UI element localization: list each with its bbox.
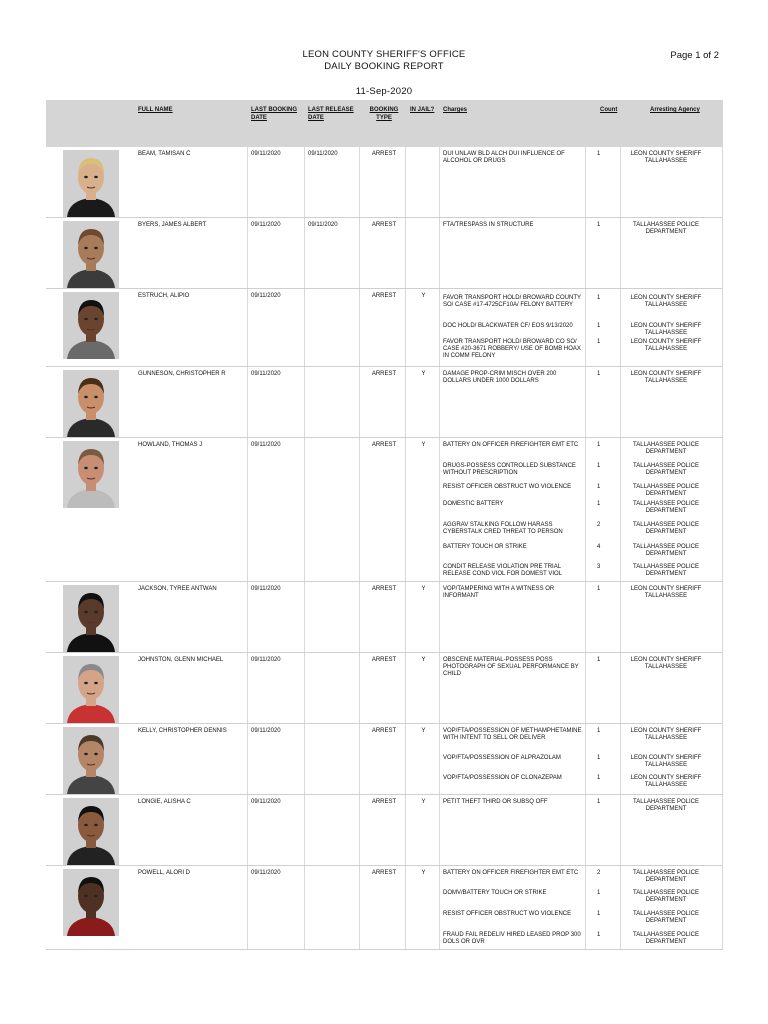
column-divider (359, 866, 360, 949)
inmate-name: BYERS, JAMES ALBERT (138, 222, 207, 228)
column-divider (405, 438, 406, 581)
column-divider (359, 367, 360, 437)
column-divider (722, 438, 723, 581)
last-booking-date: 09/11/2020 (251, 728, 281, 734)
arresting-agency: TALLAHASSEE POLICE DEPARTMENT (633, 484, 699, 498)
column-divider (722, 653, 723, 723)
table-row (46, 438, 723, 582)
in-jail-flag: Y (421, 728, 426, 734)
inmate-name: BEAM, TAMISAN C (138, 151, 191, 157)
charge-text: DOC HOLD/ BLACKWATER CF/ EOS 9/13/2020 (443, 323, 573, 329)
office-name: LEON COUNTY SHERIFF'S OFFICE (302, 49, 466, 60)
booking-type: ARREST (371, 371, 397, 377)
column-divider (585, 147, 586, 217)
booking-type: ARREST (371, 442, 397, 448)
column-divider (247, 653, 248, 723)
charge-count: 1 (597, 586, 601, 592)
photo-cell (46, 218, 135, 288)
arresting-agency: TALLAHASSEE POLICE DEPARTMENT (633, 501, 699, 515)
column-divider (304, 438, 305, 581)
arresting-agency: TALLAHASSEE POLICE DEPARTMENT (633, 522, 699, 536)
arresting-agency: TALLAHASSEE POLICE DEPARTMENT (633, 890, 699, 904)
arresting-agency: LEON COUNTY SHERIFF TALLAHASSEE (630, 371, 702, 385)
in-jail-flag: Y (421, 799, 426, 805)
charge-count: 1 (597, 442, 601, 448)
column-divider (439, 866, 440, 949)
charge-text: VOP/FTA/POSSESSION OF ALPRAZOLAM (443, 755, 561, 761)
column-divider (304, 367, 305, 437)
table-row (46, 866, 723, 950)
charge-count: 1 (597, 932, 601, 938)
charge-text: VOP/FTA/POSSESSION OF METHAMPHETAMINE WITH INTENT TO SELL OR DELIVER (443, 728, 582, 742)
column-divider (247, 289, 248, 366)
arresting-agency: LEON COUNTY SHERIFF TALLAHASSEE (630, 657, 702, 671)
charge-count: 1 (597, 295, 601, 301)
in-jail-flag: Y (421, 870, 426, 876)
charge-count: 1 (597, 339, 601, 345)
charge-text: BATTERY ON OFFICER FIREFIGHTER EMT ETC (443, 442, 579, 448)
arresting-agency: LEON COUNTY SHERIFF TALLAHASSEE (630, 339, 702, 353)
column-divider (247, 438, 248, 581)
charge-count: 4 (597, 544, 601, 550)
last-booking-date: 09/11/2020 (251, 586, 281, 592)
column-divider (585, 367, 586, 437)
last-booking-date: 09/11/2020 (251, 293, 281, 299)
inmate-name: GUNNESON, CHRISTOPHER R (138, 371, 226, 377)
column-divider (359, 653, 360, 723)
last-booking-date: 09/11/2020 (251, 222, 281, 228)
booking-type: ARREST (371, 799, 397, 805)
charge-count: 3 (597, 564, 601, 570)
column-divider (359, 795, 360, 865)
last-booking-date: 09/11/2020 (251, 657, 281, 663)
photo-cell (46, 866, 135, 949)
charge-text: AGGRAV STALKING FOLLOW HARASS CYBERSTALK CRED THREAT TO PERSON (443, 522, 563, 536)
col-full-name: FULL NAME (138, 107, 173, 113)
table-row (46, 147, 723, 218)
charge-count: 2 (597, 870, 601, 876)
mugshot-photo (63, 221, 119, 288)
inmate-name: HOWLAND, THOMAS J (138, 442, 203, 448)
last-booking-date: 09/11/2020 (251, 870, 281, 876)
arresting-agency: TALLAHASSEE POLICE DEPARTMENT (633, 222, 699, 236)
charge-text: FRAUD FAIL REDELIV HIRED LEASED PROP 300 DOLS OR OVR (443, 932, 581, 946)
column-divider (722, 866, 723, 949)
photo-cell (46, 367, 135, 437)
arresting-agency: LEON COUNTY SHERIFF TALLAHASSEE (630, 755, 702, 769)
arresting-agency: TALLAHASSEE POLICE DEPARTMENT (633, 799, 699, 813)
last-release-date: 09/11/2020 (308, 151, 338, 157)
photo-cell (46, 582, 135, 652)
column-divider (247, 218, 248, 288)
page-number: Page 1 of 2 (670, 50, 719, 61)
column-divider (439, 147, 440, 217)
charge-text: RESIST OFFICER OBSTRUCT WO VIOLENCE (443, 911, 572, 917)
arresting-agency: TALLAHASSEE POLICE DEPARTMENT (633, 463, 699, 477)
booking-table (46, 147, 723, 950)
mugshot-photo (63, 656, 119, 723)
inmate-name: LONGIE, ALISHA C (138, 799, 191, 805)
table-row (46, 724, 723, 795)
booking-type: ARREST (371, 222, 397, 228)
mugshot-photo (63, 869, 119, 936)
charge-count: 1 (597, 755, 601, 761)
last-booking-date: 09/11/2020 (251, 799, 281, 805)
table-row (46, 367, 723, 438)
arresting-agency: TALLAHASSEE POLICE DEPARTMENT (633, 911, 699, 925)
charge-text: DOMV/BATTERY TOUCH OR STRIKE (443, 890, 547, 896)
booking-type: ARREST (371, 870, 397, 876)
charge-text: BATTERY TOUCH OR STRIKE (443, 544, 527, 550)
column-divider (585, 438, 586, 581)
inmate-name: ESTRUCH, ALIPIO (138, 293, 190, 299)
charge-text: VOP/FTA/POSSESSION OF CLONAZEPAM (443, 775, 562, 781)
column-divider (247, 367, 248, 437)
charge-text: DRUGS-POSSESS CONTROLLED SUBSTANCE WITHOUT PRESCRIPTION (443, 463, 576, 477)
column-divider (304, 289, 305, 366)
booking-type: ARREST (371, 586, 397, 592)
column-divider (247, 147, 248, 217)
column-divider (304, 147, 305, 217)
inmate-name: POWELL, ALORI D (138, 870, 191, 876)
inmate-name: JACKSON, TYREE ANTWAN (138, 586, 217, 592)
last-booking-date: 09/11/2020 (251, 151, 281, 157)
charge-text: DOMESTIC BATTERY (443, 501, 504, 507)
column-divider (722, 289, 723, 366)
booking-type: ARREST (371, 728, 397, 734)
charge-text: FAVOR TRANSPORT HOLD/ BROWARD CO SO/ CASE #20-3671 ROBBERY/ USE OF BOMB HOAX IN COMM FELONY (443, 339, 581, 360)
in-jail-flag: Y (421, 371, 426, 377)
last-booking-date: 09/11/2020 (251, 442, 281, 448)
inmate-name: KELLY, CHRISTOPHER DENNIS (138, 728, 227, 734)
column-divider (585, 866, 586, 949)
table-row (46, 653, 723, 724)
column-divider (359, 218, 360, 288)
column-divider (722, 795, 723, 865)
table-row (46, 218, 723, 289)
photo-cell (46, 289, 135, 366)
col-count: Count (600, 107, 618, 113)
arresting-agency: LEON COUNTY SHERIFF TALLAHASSEE (630, 586, 702, 600)
charge-text: FTA/TRESPASS IN STRUCTURE (443, 222, 534, 228)
table-row (46, 582, 723, 653)
column-divider (585, 289, 586, 366)
arresting-agency: LEON COUNTY SHERIFF TALLAHASSEE (630, 151, 702, 165)
charge-count: 2 (597, 522, 601, 528)
column-divider (304, 218, 305, 288)
in-jail-flag: Y (421, 293, 426, 299)
column-divider (585, 582, 586, 652)
charge-text: DUI UNLAW BLD ALCH DUI INFLUENCE OF ALCOHOL OR DRUGS (443, 151, 565, 165)
column-divider (439, 218, 440, 288)
column-divider (304, 582, 305, 652)
report-title: DAILY BOOKING REPORT (324, 61, 444, 72)
photo-cell (46, 653, 135, 723)
last-booking-date: 09/11/2020 (251, 371, 281, 377)
booking-type: ARREST (371, 151, 397, 157)
column-divider (405, 866, 406, 949)
mugshot-photo (63, 441, 119, 508)
charge-count: 1 (597, 501, 601, 507)
mugshot-photo (63, 798, 119, 865)
column-divider (247, 866, 248, 949)
charge-count: 1 (597, 911, 601, 917)
arresting-agency: TALLAHASSEE POLICE DEPARTMENT (633, 932, 699, 946)
column-divider (359, 438, 360, 581)
arresting-agency: LEON COUNTY SHERIFF TALLAHASSEE (630, 295, 702, 309)
col-last-booking: LAST BOOKING DATE (251, 107, 297, 121)
charge-count: 1 (597, 728, 601, 734)
charge-count: 1 (597, 890, 601, 896)
column-divider (247, 724, 248, 794)
charge-text: BATTERY ON OFFICER FIREFIGHTER EMT ETC (443, 870, 579, 876)
column-divider (585, 653, 586, 723)
charge-text: VOP/TAMPERING WITH A WITNESS OR INFORMANT (443, 586, 555, 600)
charge-text: RESIST OFFICER OBSTRUCT WO VIOLENCE (443, 484, 572, 490)
mugshot-photo (63, 727, 119, 794)
charge-text: FAVOR TRANSPORT HOLD/ BROWARD COUNTY SO/ CASE #17-4725CF10A/ FELONY BATTERY (443, 295, 581, 309)
column-divider (359, 289, 360, 366)
mugshot-photo (63, 150, 119, 217)
in-jail-flag: Y (421, 657, 426, 663)
column-divider (359, 147, 360, 217)
column-divider (304, 724, 305, 794)
col-agency: Arresting Agency (650, 107, 700, 113)
arresting-agency: LEON COUNTY SHERIFF TALLAHASSEE (630, 728, 702, 742)
charge-count: 1 (597, 463, 601, 469)
column-divider (722, 147, 723, 217)
booking-type: ARREST (371, 293, 397, 299)
charge-text: DAMAGE PROP-CRIM MISCH OVER 200 DOLLARS UNDER 1000 DOLLARS (443, 371, 557, 385)
charge-count: 1 (597, 775, 601, 781)
column-divider (722, 724, 723, 794)
column-divider (722, 582, 723, 652)
report-date: 11-Sep-2020 (355, 86, 413, 97)
table-row (46, 795, 723, 866)
mugshot-photo (63, 292, 119, 359)
col-in-jail: IN JAIL? (410, 107, 435, 113)
in-jail-flag: Y (421, 442, 426, 448)
last-release-date: 09/11/2020 (308, 222, 338, 228)
column-divider (405, 289, 406, 366)
column-divider (247, 582, 248, 652)
column-divider (585, 724, 586, 794)
col-charges: Charges (443, 107, 468, 113)
charge-count: 1 (597, 323, 601, 329)
column-divider (722, 367, 723, 437)
column-divider (439, 438, 440, 581)
column-divider (439, 289, 440, 366)
col-last-release: LAST RELEASE DATE (308, 107, 354, 121)
photo-cell (46, 147, 135, 217)
charge-count: 1 (597, 484, 601, 490)
charge-text: CONDIT RELEASE VIOLATION PRE TRIAL RELEASE COND VIOL FOR DOMEST VIOL (443, 564, 563, 578)
charge-count: 1 (597, 799, 601, 805)
report-header (0, 49, 768, 98)
charge-count: 1 (597, 371, 601, 377)
column-divider (585, 218, 586, 288)
table-row (46, 289, 723, 367)
arresting-agency: TALLAHASSEE POLICE DEPARTMENT (633, 870, 699, 884)
inmate-name: JOHNSTON, GLENN MICHAEL (138, 657, 224, 663)
mugshot-photo (63, 370, 119, 437)
column-divider (359, 582, 360, 652)
charge-text: OBSCENE MATERIAL-POSSESS POSS PHOTOGRAPH OF SEXUAL PERFORMANCE BY CHILD (443, 657, 579, 678)
charge-text: PETIT THEFT THIRD OR SUBSQ OFF (443, 799, 548, 805)
photo-cell (46, 795, 135, 865)
charge-count: 1 (597, 222, 601, 228)
column-divider (359, 724, 360, 794)
column-divider (585, 795, 586, 865)
booking-type: ARREST (371, 657, 397, 663)
column-divider (304, 653, 305, 723)
column-divider (304, 866, 305, 949)
column-divider (304, 795, 305, 865)
photo-cell (46, 438, 135, 581)
charge-count: 1 (597, 151, 601, 157)
photo-cell (46, 724, 135, 794)
arresting-agency: TALLAHASSEE POLICE DEPARTMENT (633, 544, 699, 558)
arresting-agency: LEON COUNTY SHERIFF TALLAHASSEE (630, 775, 702, 789)
mugshot-photo (63, 585, 119, 652)
charge-count: 1 (597, 657, 601, 663)
arresting-agency: LEON COUNTY SHERIFF TALLAHASSEE (630, 323, 702, 337)
col-booking-type: BOOKING TYPE (369, 107, 399, 121)
arresting-agency: TALLAHASSEE POLICE DEPARTMENT (633, 564, 699, 578)
column-divider (722, 218, 723, 288)
column-divider (247, 795, 248, 865)
arresting-agency: TALLAHASSEE POLICE DEPARTMENT (633, 442, 699, 456)
in-jail-flag: Y (421, 586, 426, 592)
